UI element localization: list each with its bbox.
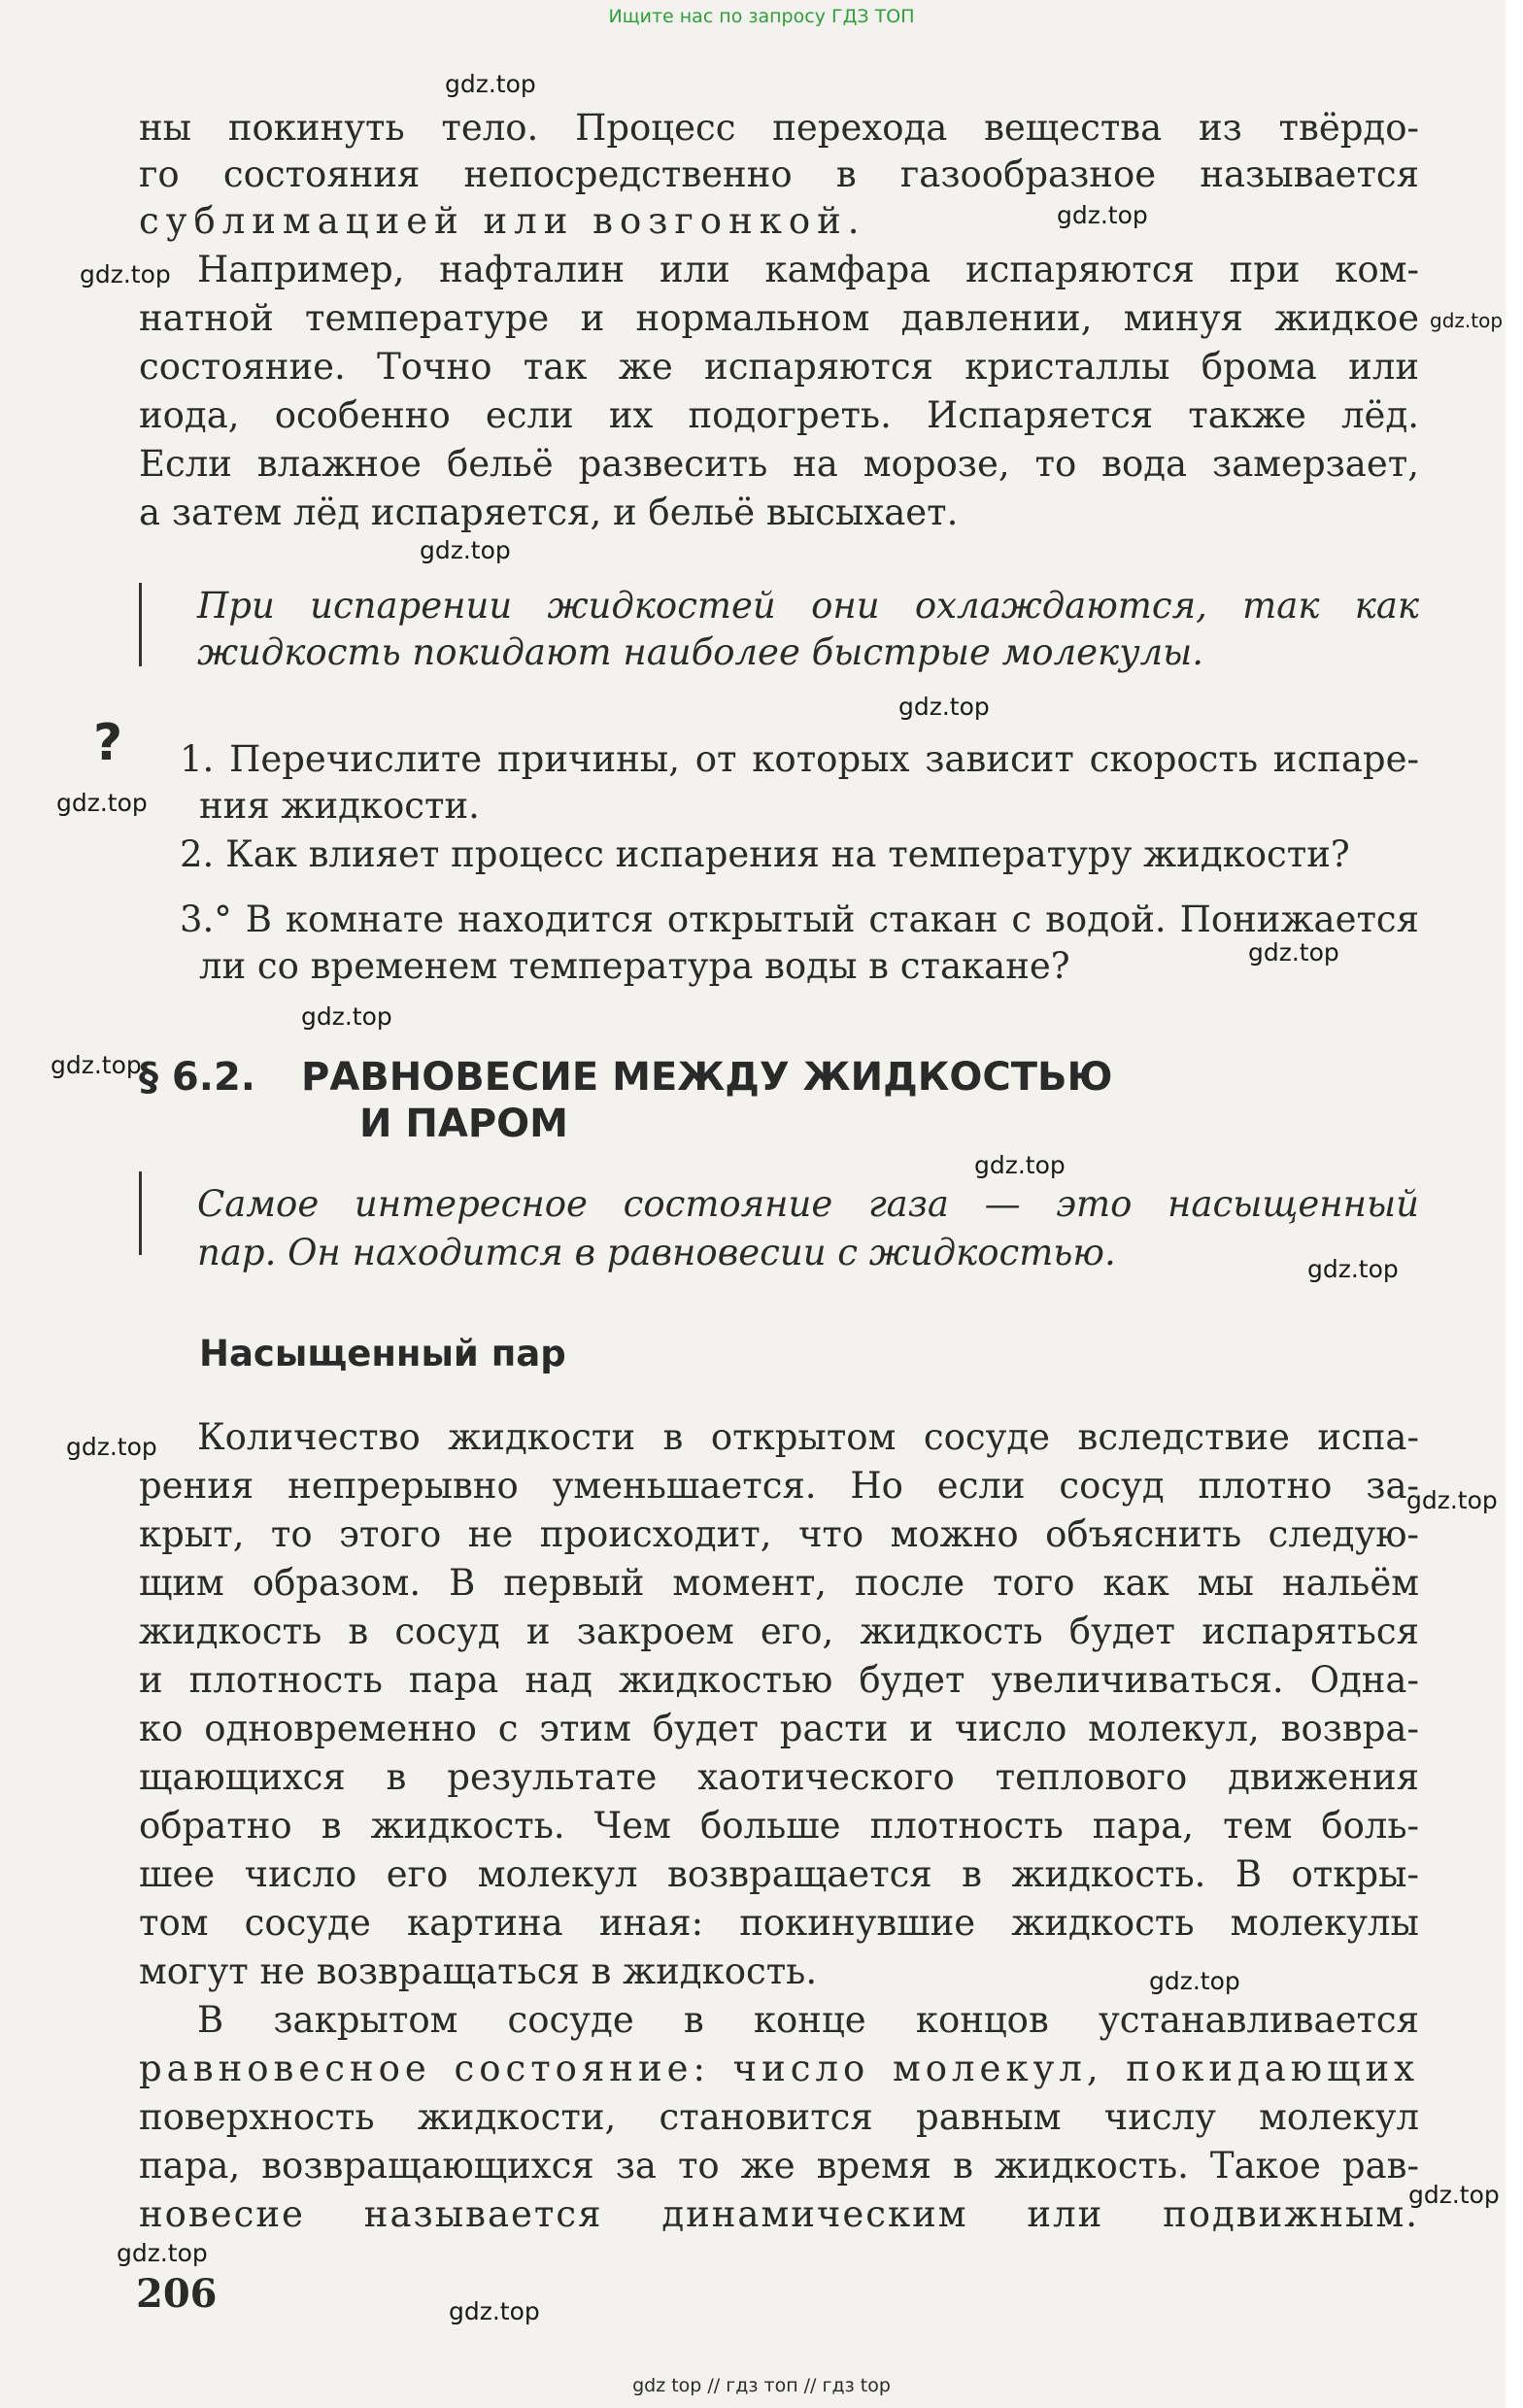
text-line: Если влажное бельё развесить на морозе, то вода замерзает, <box>139 443 1419 485</box>
watermark: gdz.top <box>449 2297 540 2325</box>
summary-bar <box>139 583 142 666</box>
question-item: ния жидкости. <box>199 785 480 827</box>
watermark: gdz.top <box>974 1151 1066 1179</box>
epigraph-line: Самое интересное состояние газа — это насыщенный <box>197 1183 1419 1225</box>
text-line: иода, особенно если их подогреть. Испаряется также лёд. <box>139 394 1419 436</box>
watermark: gdz.top <box>1057 201 1148 229</box>
text-line: щим образом. В первый момент, после того как мы нальём <box>139 1562 1419 1604</box>
text-line: состояние. Точно так же испаряются кристаллы брома или <box>139 346 1419 388</box>
text-line: а затем лёд испаряется, и бельё высыхает. <box>139 492 959 533</box>
watermark: gdz.top <box>1248 938 1339 967</box>
text-line: В закрытом сосуде в конце концов устанавливается <box>197 1999 1419 2041</box>
watermark: gdz.top <box>1307 1255 1399 1283</box>
text-line: поверхность жидкости, становится равным числу молекул <box>139 2096 1419 2138</box>
watermark: gdz.top <box>1149 1967 1240 1995</box>
summary-line: жидкость покидают наиболее быстрые молекулы. <box>197 631 1204 673</box>
page-number: 206 <box>136 2271 218 2317</box>
watermark: gdz.top <box>301 1002 392 1031</box>
text-line: новесие называется динамическим или подвижным. <box>139 2193 1419 2235</box>
watermark: gdz.top <box>1408 2181 1500 2209</box>
text-line: Например, нафталин или камфара испаряются при ком- <box>197 249 1419 290</box>
text-line: ны покинуть тело. Процесс перехода вещества из твёрдо- <box>139 107 1419 149</box>
question-item: 3.° В комнате находится открытый стакан с водой. Понижается <box>180 899 1419 940</box>
text-line: Количество жидкости в открытом сосуде вследствие испа- <box>197 1416 1419 1458</box>
watermark: gdz.top <box>1406 1486 1498 1514</box>
text-line: ко одновременно с этим будет расти и число молекул, возвра- <box>139 1708 1419 1749</box>
watermark: gdz.top <box>66 1433 157 1461</box>
section-title-line2: И ПАРОМ <box>359 1102 568 1146</box>
text-line: крыт, то этого не происходит, что можно объяснить следую- <box>139 1513 1419 1555</box>
text-line: могут не возвращаться в жидкость. <box>139 1950 818 1992</box>
text-line: и плотность пара над жидкостью будет увеличиваться. Одна- <box>139 1659 1419 1701</box>
watermark: gdz.top <box>80 260 171 288</box>
watermark: gdz.top <box>445 70 536 98</box>
text-line: сублимацией или возгонкой. <box>139 200 866 242</box>
watermark: gdz.top <box>117 2239 208 2267</box>
question-item: 2. Как влияет процесс испарения на температуру жидкости? <box>180 833 1350 875</box>
section-title-line1: РАВНОВЕСИЕ МЕЖДУ ЖИДКОСТЬЮ <box>301 1055 1113 1100</box>
text-line: том сосуде картина иная: покинувшие жидкость молекулы <box>139 1902 1419 1944</box>
text-line: пара, возвращающихся за то же время в жидкость. Такое рав- <box>139 2145 1419 2187</box>
epigraph-line: пар. Он находится в равновесии с жидкостью. <box>197 1232 1116 1273</box>
text-line: го состояния непосредственно в газообразное называется <box>139 153 1419 195</box>
watermark: gdz.top <box>420 536 511 564</box>
summary-line: При испарении жидкостей они охлаждаются, так как <box>197 585 1419 627</box>
watermark: gdz.top <box>1430 309 1504 332</box>
watermark: gdz.top <box>56 789 148 817</box>
text-line: обратно в жидкость. Чем больше плотность пара, тем боль- <box>139 1805 1419 1847</box>
watermark: gdz.top <box>898 693 990 721</box>
text-line: шее число его молекул возвращается в жидкость. В откры- <box>139 1853 1419 1895</box>
page-edge <box>1506 0 1523 2408</box>
top-banner[interactable]: Ищите нас по запросу ГДЗ ТОП <box>608 6 915 27</box>
section-number: § 6.2. <box>139 1055 255 1100</box>
question-mark-icon: ? <box>93 714 123 772</box>
watermark: gdz.top <box>51 1051 142 1079</box>
question-item: ли со временем температура воды в стакане? <box>199 945 1070 987</box>
text-line: щающихся в результате хаотического теплового движения <box>139 1756 1419 1798</box>
text-line: равновесное состояние: число молекул, покидающих <box>139 2048 1419 2089</box>
epigraph-bar <box>139 1171 142 1255</box>
text-line: жидкость в сосуд и закроем его, жидкость будет испаряться <box>139 1611 1419 1652</box>
text-line: рения непрерывно уменьшается. Но если сосуд плотно за- <box>139 1465 1419 1507</box>
text-line: натной температуре и нормальном давлении, минуя жидкое <box>139 297 1419 339</box>
subheading: Насыщенный пар <box>199 1333 566 1374</box>
bottom-banner[interactable]: gdz top // гдз топ // гдз top <box>632 2375 891 2396</box>
question-item: 1. Перечислите причины, от которых зависит скорость испаре- <box>180 738 1419 780</box>
